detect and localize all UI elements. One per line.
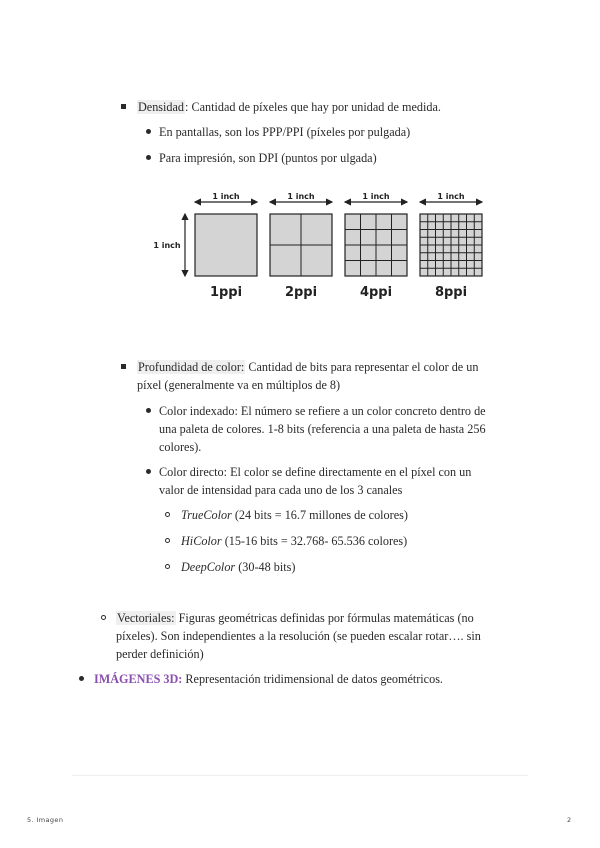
vectoriales-line1: [116, 609, 474, 627]
truecolor-detail: (24 bits = 16.7 millones de colores): [231, 508, 408, 522]
ppi-caption: 4ppi: [359, 285, 393, 300]
bullet-ring-icon: [165, 512, 170, 517]
profundidad-line1: [137, 358, 478, 376]
truecolor-item: [181, 506, 408, 524]
indexado-desc1: El número se refiere a un color concreto dentro de: [237, 404, 486, 418]
imagenes3d-term: IMÁGENES 3D:: [94, 672, 183, 686]
bullet-square-icon: [121, 104, 126, 109]
width-dimension-label: 1 inch: [212, 192, 240, 201]
profundidad-line2: píxel (generalmente va en múltiplos de 8): [137, 378, 341, 392]
vectoriales-line2: píxeles). Son independientes a la resolución (se pueden escalar rotar…. sin: [116, 629, 481, 643]
bullet-ring-icon: [165, 564, 170, 569]
hicolor-name: HiColor: [181, 534, 222, 548]
vectoriales-line3: perder definición): [116, 647, 204, 661]
hicolor-detail: (15-16 bits = 32.768- 65.536 colores): [221, 534, 408, 548]
ppi-caption: 1ppi: [209, 285, 243, 300]
bullet-dot-icon: [79, 676, 84, 681]
bullet-ring-icon: [165, 538, 170, 543]
footer-divider: [72, 775, 528, 776]
deepcolor-detail: (30-48 bits): [235, 560, 296, 574]
side-dimension-label: 1 inch: [153, 241, 181, 250]
imagenes3d-line: [94, 670, 443, 688]
directo-line2: valor de intensidad para cada uno de los 3 canales: [159, 483, 403, 497]
vectoriales-term: Vectoriales:: [117, 611, 175, 625]
bullet-dot-icon: [146, 129, 151, 134]
pixel-grid-1: [195, 214, 257, 276]
width-dimension-label: 1 inch: [437, 192, 465, 201]
bullet-dot-icon: [146, 408, 151, 413]
vectoriales-desc1: Figuras geométricas definidas por fórmulas matemáticas (no: [175, 611, 474, 625]
bullet-dot-icon: [146, 155, 151, 160]
width-dimension-label: 1 inch: [287, 192, 315, 201]
ppi-diagram: [140, 185, 500, 310]
bullet-ring-icon: [101, 615, 106, 620]
indexado-line3: colores).: [159, 440, 202, 454]
hicolor-item: [181, 532, 407, 550]
indexado-line1: [159, 402, 486, 420]
indexado-term: Color indexado:: [159, 404, 238, 418]
truecolor-name: TrueColor: [181, 508, 232, 522]
profundidad-desc1: Cantidad de bits para representar el color de un: [245, 360, 479, 374]
densidad-sub2: Para impresión, son DPI (puntos por ulgada): [159, 151, 377, 165]
deepcolor-item: [181, 558, 295, 576]
page-number: 2: [567, 816, 572, 824]
densidad-term: Densidad: [138, 100, 185, 114]
deepcolor-name: DeepColor: [181, 560, 236, 574]
directo-line1: Color directo: El color se define directamente en el píxel con un: [159, 465, 472, 479]
ppi-caption: 8ppi: [434, 285, 468, 300]
bullet-dot-icon: [146, 469, 151, 474]
footer-section-label: 5. Imagen: [27, 816, 64, 824]
indexado-line2: una paleta de colores. 1-8 bits (referencia a una paleta de hasta 256: [159, 422, 486, 436]
profundidad-term: Profundidad de color:: [138, 360, 245, 374]
densidad-desc: : Cantidad de píxeles que hay por unidad de medida.: [185, 100, 441, 114]
densidad-sub1: En pantallas, son los PPP/PPI (píxeles por pulgada): [159, 125, 411, 139]
width-dimension-label: 1 inch: [362, 192, 390, 201]
densidad-line: [137, 98, 441, 116]
imagenes3d-desc: Representación tridimensional de datos geométricos.: [182, 672, 443, 686]
bullet-square-icon: [121, 364, 126, 369]
ppi-caption: 2ppi: [284, 285, 318, 300]
